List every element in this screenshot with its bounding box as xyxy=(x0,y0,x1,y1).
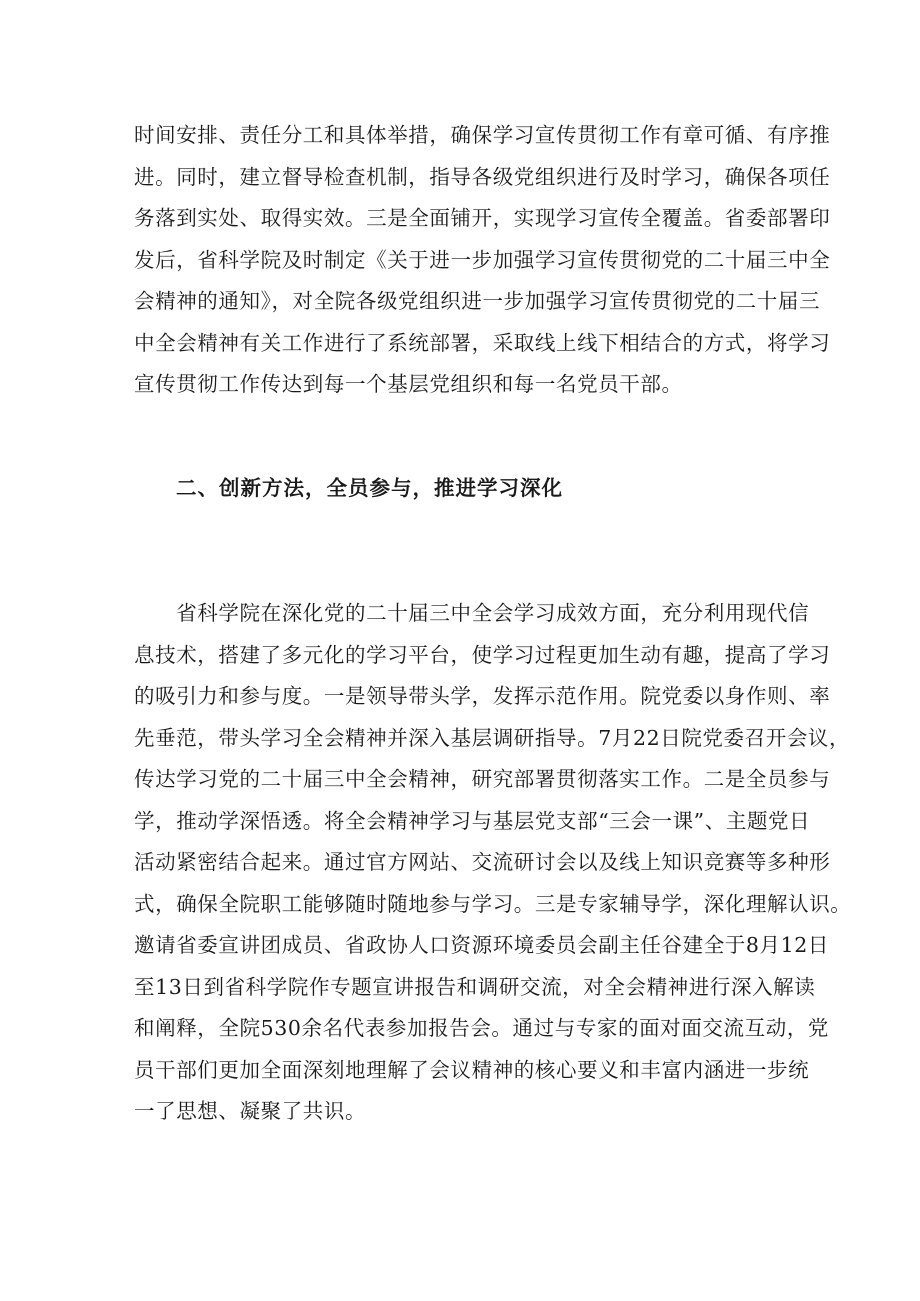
paragraph-2-line: 省科学院在深化党的二十届三中全会学习成效方面，充分利用现代信 xyxy=(134,601,810,625)
paragraph-2-line: 邀请省委宣讲团成员、省政协人口资源环境委员会副主任谷建全于8月12日 xyxy=(134,933,830,957)
paragraph-2-line: 学，推动学深悟透。将全会精神学习与基层党支部“三会一课”、主题党日 xyxy=(134,808,811,833)
paragraph-1-line: 进。同时，建立督导检查机制，指导各级党组织进行及时学习，确保各项任 xyxy=(134,164,831,189)
paragraph-1 xyxy=(134,115,831,406)
paragraph-2-line: 息技术，搭建了多元化的学习平台，使学习过程更加生动有趣，提高了学习 xyxy=(134,642,831,667)
paragraph-1-line: 会精神的通知》，对全院各级党组织进一步加强学习宣传贯彻党的二十届三 xyxy=(134,289,821,313)
paragraph-1-line: 中全会精神有关工作进行了系统部署，采取线上线下相结合的方式，将学习 xyxy=(134,330,831,355)
paragraph-1-line: 务落到实处、取得实效。三是全面铺开，实现学习宣传全覆盖。省委部署印 xyxy=(134,206,831,230)
section-heading: 二、创新方法，全员参与，推进学习深化 xyxy=(176,476,563,500)
paragraph-2-line: 员干部们更加全面深刻地理解了会议精神的核心要义和丰富内涵进一步统 xyxy=(134,1057,810,1082)
paragraph-2-line: 至13日到省科学院作专题宣讲报告和调研交流，对全会精神进行深入解读 xyxy=(134,974,816,999)
paragraph-2-line: 传达学习党的二十届三中全会精神，研究部署贯彻落实工作。二是全员参与 xyxy=(134,767,831,791)
paragraph-2-line: 先垂范，带头学习全会精神并深入基层调研指导。7月22日院党委召开会议， xyxy=(134,725,851,750)
paragraph-2-line: 一了思想、凝聚了共识。 xyxy=(134,1099,367,1123)
paragraph-1-line: 宣传贯彻工作传达到每一个基层党组织和每一名党员干部。 xyxy=(134,372,683,396)
paragraph-2-line: 和阐释，全院530余名代表参加报告会。通过与专家的面对面交流互动，党 xyxy=(134,1016,830,1040)
paragraph-2-line: 活动紧密结合起来。通过官方网站、交流研讨会以及线上知识竞赛等多种形 xyxy=(134,850,831,874)
paragraph-1-line: 发后，省科学院及时制定《关于进一步加强学习宣传贯彻党的二十届三中全 xyxy=(134,247,831,272)
paragraph-2 xyxy=(134,593,852,1133)
paragraph-1-line: 时间安排、责任分工和具体举措，确保学习宣传贯彻工作有章可循、有序推 xyxy=(134,123,831,147)
paragraph-2-line: 式，确保全院职工能够随时随地参与学习。三是专家辅导学，深化理解认识。 xyxy=(134,891,852,916)
paragraph-2-line: 的吸引力和参与度。一是领导带头学，发挥示范作用。院党委以身作则、率 xyxy=(134,684,831,708)
